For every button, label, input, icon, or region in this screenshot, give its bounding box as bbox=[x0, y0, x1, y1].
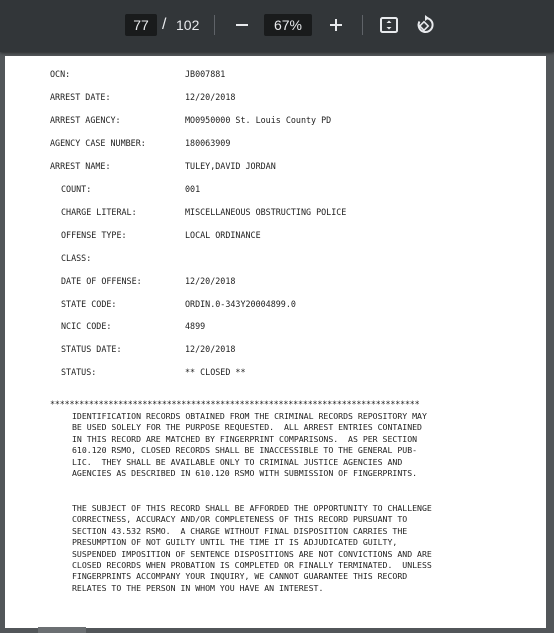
field-label: ARREST DATE: bbox=[50, 91, 111, 102]
separator-stars: **************************************************************************** bbox=[50, 399, 420, 409]
field-value: JB007881 bbox=[185, 69, 226, 79]
fit-page-icon bbox=[377, 13, 401, 37]
disclaimer-paragraph-1: IDENTIFICATION RECORDS OBTAINED FROM THE CRIMINAL RECORDS REPOSITORY MAY BE USED SOLELY FOR THE PURPOSE REQUESTED. ALL ARREST ENTRIES CONTAINED IN THIS RECORD ARE MATCHED BY FINGERPRINT COMPARISONS. AS PER SECTION 610.120 RSMO, CLOSED RECORDS SHALL BE INACCESSIBLE TO THE GENERAL PUB- LIC. THEY SHALL BE AVAILABLE ONLY TO CRIMINAL JUSTICE AGENCIES AND AGENCIES AS DESCRIBED IN 610.120 RSMO WITH SUBMISSION OF FINGERPRINTS. bbox=[72, 411, 427, 479]
field-label: AGENCY CASE NUMBER: bbox=[50, 137, 146, 148]
field-label: OCN: bbox=[50, 69, 71, 79]
field-label: CHARGE LITERAL: bbox=[61, 206, 137, 217]
horizontal-scrollbar[interactable] bbox=[38, 627, 86, 633]
pdf-toolbar bbox=[0, 0, 554, 52]
total-pages: 102 bbox=[176, 17, 200, 33]
field-value: 12/20/2018 bbox=[185, 275, 236, 286]
toolbar-divider bbox=[214, 15, 215, 35]
field-value: 4899 bbox=[185, 321, 206, 332]
rotate-icon bbox=[412, 13, 436, 37]
zoom-in-button[interactable] bbox=[324, 13, 348, 37]
page-number-input[interactable]: 77 bbox=[125, 14, 157, 36]
field-value: 001 bbox=[185, 183, 201, 194]
field-value: ** CLOSED ** bbox=[185, 367, 246, 378]
field-value: TULEY,DAVID JORDAN bbox=[185, 160, 276, 171]
document-page bbox=[5, 56, 546, 628]
plus-icon bbox=[324, 13, 348, 37]
field-value: 180063909 bbox=[185, 137, 231, 148]
zoom-out-button[interactable] bbox=[230, 13, 254, 37]
field-label: STATE CODE: bbox=[61, 298, 117, 309]
toolbar-divider bbox=[362, 15, 363, 35]
disclaimer-paragraph-2: THE SUBJECT OF THIS RECORD SHALL BE AFFORDED THE OPPORTUNITY TO CHALLENGE CORRECTNESS, ACCURACY AND/OR COMPLETENESS OF THIS RECORD PURSUANT TO SECTION 43.532 RSMO. A CHARGE WITHOUT FINAL DISPOSITION CARRIES THE PRESUMPTION OF NOT GUILTY UNTIL THE TIME IT IS ADJUDICATED GUILTY, SUSPENDED IMPOSITION OF SENTENCE DISPOSITIONS ARE NOT CONVICTIONS AND ARE CLOSED RECORDS WHEN PROBATION IS COMPLETED OR FINALLY TERMINATED. UNLESS FINGERPRINTS ACCOMPANY YOUR INQUIRY, WE CANNOT GUARANTEE THIS RECORD RELATES TO THE PERSON IN WHOM YOU HAVE AN INTEREST. bbox=[72, 503, 432, 593]
field-value: MISCELLANEOUS OBSTRUCTING POLICE bbox=[185, 206, 347, 217]
field-label: STATUS DATE: bbox=[61, 344, 122, 355]
fit-to-page-button[interactable] bbox=[377, 13, 401, 37]
field-value: ORDIN.0-343Y20004899.0 bbox=[185, 298, 296, 309]
field-label: NCIC CODE: bbox=[61, 321, 112, 332]
field-value: 12/20/2018 bbox=[185, 91, 236, 102]
field-value: LOCAL ORDINANCE bbox=[185, 229, 261, 240]
field-label: DATE OF OFFENSE: bbox=[61, 275, 142, 286]
field-label: OFFENSE TYPE: bbox=[61, 229, 127, 240]
field-label: CLASS: bbox=[61, 252, 92, 263]
rotate-button[interactable] bbox=[412, 13, 436, 37]
minus-icon bbox=[230, 13, 254, 37]
page-separator: / bbox=[162, 16, 167, 33]
field-label: ARREST NAME: bbox=[50, 160, 111, 171]
field-label: ARREST AGENCY: bbox=[50, 114, 121, 125]
field-value: MO0950000 St. Louis County PD bbox=[185, 114, 332, 125]
field-value: 12/20/2018 bbox=[185, 344, 236, 355]
field-label: COUNT: bbox=[61, 183, 92, 194]
field-label: STATUS: bbox=[61, 367, 97, 378]
zoom-level-input[interactable]: 67% bbox=[264, 14, 312, 36]
